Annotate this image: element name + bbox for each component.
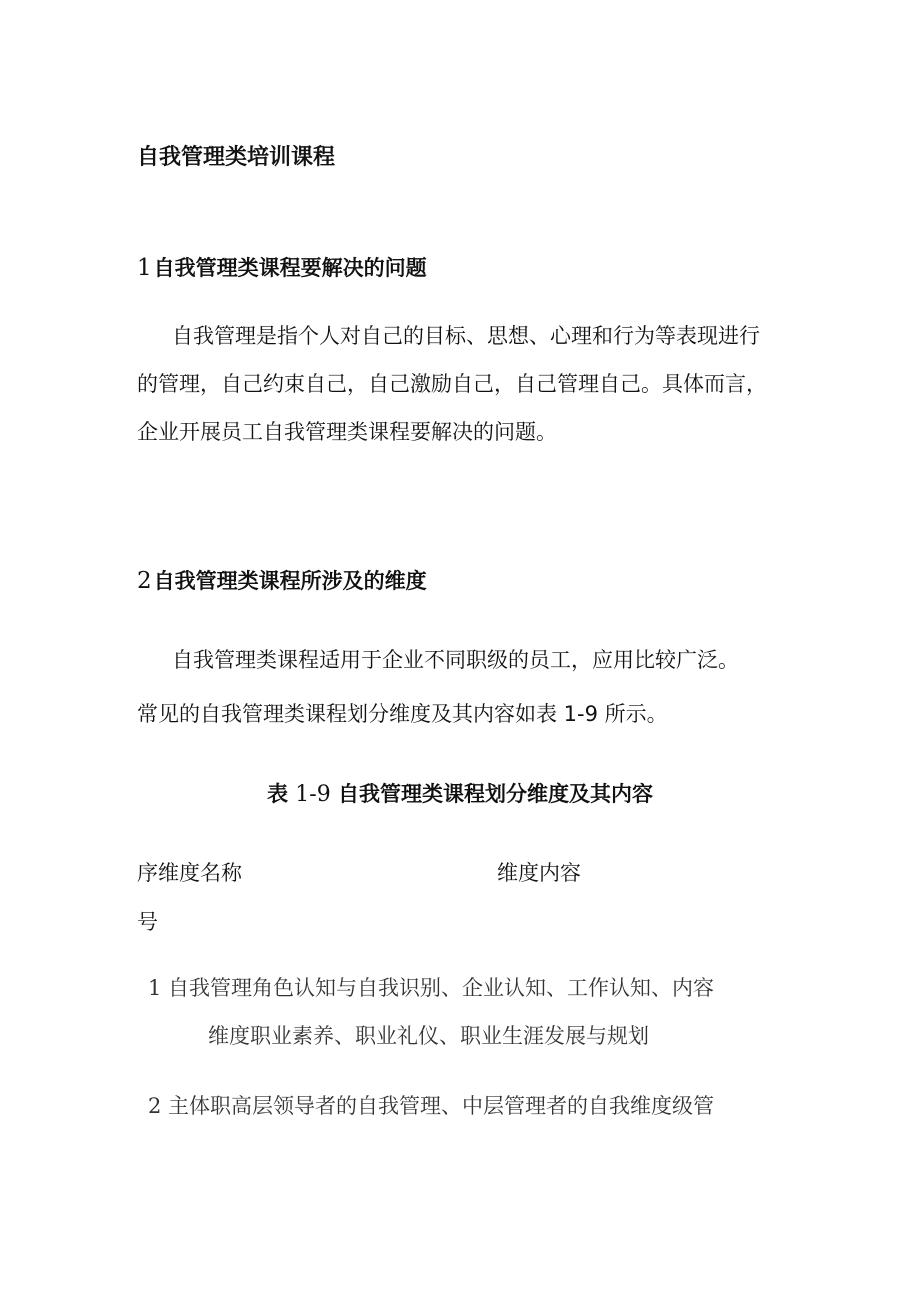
section-2-heading	[137, 565, 427, 595]
table-row-1-line1: 1 自我管理角色认知与自我识别、企业认知、工作认知、内容	[148, 976, 715, 1000]
table-row-2-line1: 2 主体职高层领导者的自我管理、中层管理者的自我维度级管	[148, 1094, 715, 1118]
table-header-col2: 维度内容	[497, 861, 581, 885]
table-caption-number: 1-9	[295, 782, 331, 807]
section-2-number: 2	[137, 568, 152, 594]
section-2-paragraph-line: 常见的自我管理类课程划分维度及其内容如表 1-9 所示。	[137, 702, 668, 726]
section-2-paragraph-line: 自我管理类课程适用于企业不同职级的员工，应用比较广泛。	[172, 648, 739, 672]
section-1-paragraph-line: 企业开展员工自我管理类课程要解决的问题。	[137, 420, 557, 444]
section-1-heading	[137, 252, 427, 282]
table-caption	[0, 778, 920, 808]
section-1-paragraph-line: 的管理，自己约束自己，自己激励自己，自己管理自己。具体而言，	[137, 372, 767, 396]
table-header-col1-wrap: 号	[137, 910, 158, 934]
section-1-number: 1	[137, 255, 152, 281]
section-2-heading-text: 自我管理类课程所涉及的维度	[153, 569, 427, 593]
table-row-1-line2: 维度职业素养、职业礼仪、职业生涯发展与规划	[208, 1024, 649, 1048]
document-title: 自我管理类培训课程	[137, 145, 336, 170]
table-caption-text: 自我管理类课程划分维度及其内容	[338, 782, 654, 806]
section-1-paragraph-line: 自我管理是指个人对自己的目标、思想、心理和行为等表现进行	[172, 324, 760, 348]
section-1-heading-text: 自我管理类课程要解决的问题	[153, 256, 427, 280]
table-header-col1: 序维度名称	[137, 861, 242, 885]
table-caption-prefix: 表	[266, 782, 288, 806]
